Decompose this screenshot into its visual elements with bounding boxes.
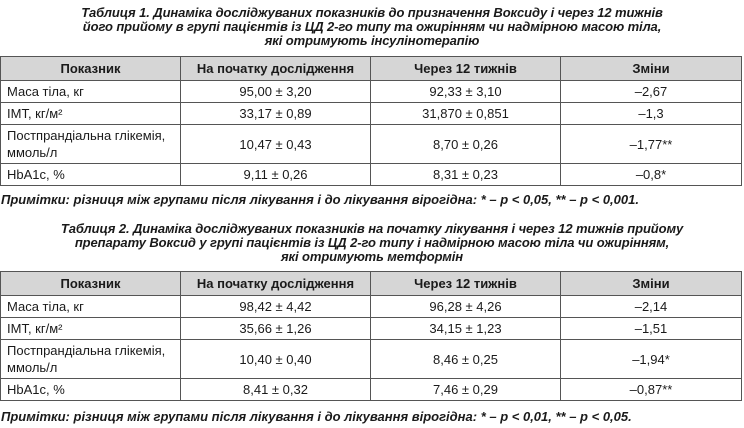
- row-change-value: –2,14: [561, 296, 742, 318]
- row-change-value: –1,77**: [561, 125, 742, 164]
- row-indicator: Маса тіла, кг: [1, 81, 181, 103]
- table1-caption: [0, 6, 744, 48]
- table2-caption-line: які отримують метформін: [280, 249, 464, 264]
- table2-note: [1, 409, 632, 424]
- header-cell-after: Через 12 тижнів: [371, 272, 561, 296]
- header-cell-change: Зміни: [561, 57, 742, 81]
- note-label: Примітки:: [1, 192, 70, 207]
- row-start-value: 33,17 ± 0,89: [181, 103, 371, 125]
- table1-caption-line: його прийому в групі пацієнтів із ЦД 2-го типу та ожирінням чи надмірною масою тіла,: [82, 19, 662, 34]
- row-indicator: HbA1c, %: [1, 379, 181, 401]
- row-change-value: –2,67: [561, 81, 742, 103]
- row-start-value: 95,00 ± 3,20: [181, 81, 371, 103]
- table-row: [1, 164, 742, 186]
- row-after-value: 8,70 ± 0,26: [371, 125, 561, 164]
- row-indicator: Маса тіла, кг: [1, 296, 181, 318]
- table2: [0, 271, 742, 401]
- row-after-value: 31,870 ± 0,851: [371, 103, 561, 125]
- table-row: [1, 318, 742, 340]
- row-after-value: 96,28 ± 4,26: [371, 296, 561, 318]
- row-after-value: 92,33 ± 3,10: [371, 81, 561, 103]
- table1-header-row: [1, 57, 742, 81]
- table-row: [1, 296, 742, 318]
- header-cell-after: Через 12 тижнів: [371, 57, 561, 81]
- row-after-value: 8,46 ± 0,25: [371, 340, 561, 379]
- header-cell-start: На початку дослідження: [181, 57, 371, 81]
- row-after-value: 34,15 ± 1,23: [371, 318, 561, 340]
- row-change-value: –1,94*: [561, 340, 742, 379]
- header-cell-indicator: Показник: [1, 272, 181, 296]
- table2-header-row: [1, 272, 742, 296]
- row-change-value: –0,87**: [561, 379, 742, 401]
- table1-caption-line: які отримують інсулінотерапію: [264, 33, 480, 48]
- table-row: [1, 379, 742, 401]
- row-start-value: 35,66 ± 1,26: [181, 318, 371, 340]
- row-start-value: 10,47 ± 0,43: [181, 125, 371, 164]
- row-change-value: –1,3: [561, 103, 742, 125]
- row-indicator: Постпрандіальна глікемія, ммоль/л: [1, 125, 181, 164]
- row-change-value: –0,8*: [561, 164, 742, 186]
- header-cell-change: Зміни: [561, 272, 742, 296]
- row-indicator: ІМТ, кг/м²: [1, 103, 181, 125]
- note-label: Примітки:: [1, 409, 70, 424]
- table2-caption: [0, 222, 744, 264]
- table1: [0, 56, 742, 186]
- row-indicator: ІМТ, кг/м²: [1, 318, 181, 340]
- row-start-value: 98,42 ± 4,42: [181, 296, 371, 318]
- header-cell-indicator: Показник: [1, 57, 181, 81]
- table-row: [1, 81, 742, 103]
- table-row: [1, 103, 742, 125]
- table2-caption-line: препарату Воксид у групі пацієнтів із ЦД 2-го типу і надмірною масою тіла чи ожирінням,: [74, 235, 670, 250]
- row-start-value: 8,41 ± 0,32: [181, 379, 371, 401]
- table1-caption-line: Таблиця 1. Динаміка досліджуваних показників до призначення Воксиду і через 12 тижнів: [81, 5, 663, 20]
- row-change-value: –1,51: [561, 318, 742, 340]
- note-text: різниця між групами після лікування і до лікування вірогідна: * – р < 0,01, ** – р < 0,05.: [69, 409, 632, 424]
- row-after-value: 7,46 ± 0,29: [371, 379, 561, 401]
- header-cell-start: На початку дослідження: [181, 272, 371, 296]
- table-row: [1, 340, 742, 379]
- row-start-value: 9,11 ± 0,26: [181, 164, 371, 186]
- row-indicator: HbA1c, %: [1, 164, 181, 186]
- row-indicator: Постпрандіальна глікемія, ммоль/л: [1, 340, 181, 379]
- note-text: різниця між групами після лікування і до лікування вірогідна: * – р < 0,05, ** – р < 0,001.: [69, 192, 639, 207]
- table1-note: [1, 192, 639, 207]
- row-after-value: 8,31 ± 0,23: [371, 164, 561, 186]
- table-row: [1, 125, 742, 164]
- row-start-value: 10,40 ± 0,40: [181, 340, 371, 379]
- table2-caption-line: Таблиця 2. Динаміка досліджуваних показників на початку лікування і через 12 тижнів прийому: [60, 221, 684, 236]
